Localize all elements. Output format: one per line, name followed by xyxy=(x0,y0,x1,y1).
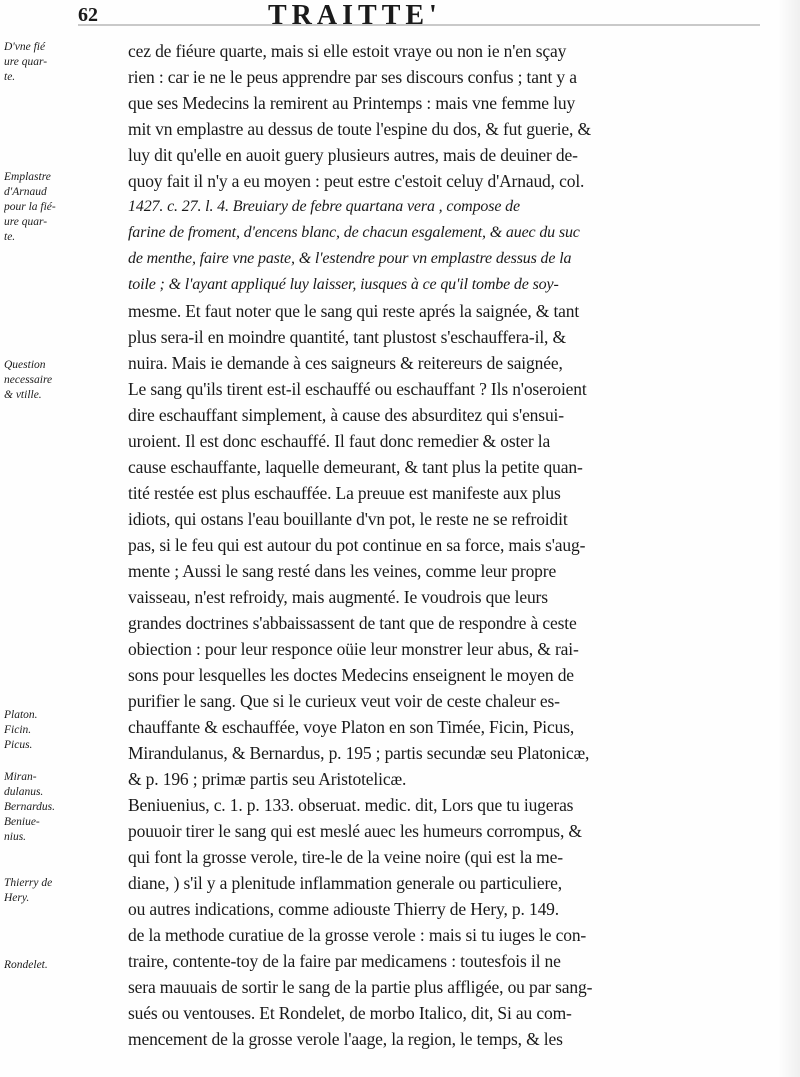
text-line: rien : car ie ne le peus apprendre par ses discours confus ; tant y a xyxy=(128,67,577,87)
margin-note-fievre-quarte xyxy=(4,40,90,85)
margin-note-line: Picus. xyxy=(4,739,33,751)
header-rule xyxy=(78,24,760,26)
margin-note-line: ure quar- xyxy=(4,56,48,68)
margin-note-line: Emplastre xyxy=(4,171,51,183)
margin-note-emplastre xyxy=(4,170,90,245)
margin-note-line: necessaire xyxy=(4,374,53,386)
margin-note-line: & vtille. xyxy=(4,389,42,401)
text-line: 1427. c. 27. l. 4. Breuiary de febre quartana vera , compose de xyxy=(128,198,520,215)
margin-note-line: Hery. xyxy=(4,892,30,904)
text-line: ou autres indications, comme adiouste Thierry de Hery, p. 149. xyxy=(128,899,560,919)
text-line: & p. 196 ; primæ partis seu Aristotelicæ. xyxy=(128,769,407,789)
text-line: plus sera-il en moindre quantité, tant plustost s'eschauffera-il, & xyxy=(128,327,566,347)
margin-note-line: Question xyxy=(4,359,46,371)
text-line: luy dit qu'elle en auoit guery plusieurs autres, mais de deuiner de- xyxy=(128,145,578,165)
text-line: Beniuenius, c. 1. p. 133. obseruat. medic. dit, Lors que tu iugeras xyxy=(128,795,574,815)
margin-note-line: Thierry de xyxy=(4,877,53,889)
margin-note-line: dulanus. xyxy=(4,786,44,798)
text-line: grandes doctrines s'abbaissassent de tant que de respondre à ceste xyxy=(128,613,577,633)
page-number: 62 xyxy=(78,4,98,26)
text-line: purifier le sang. Que si le curieux veut voir de ceste chaleur es- xyxy=(128,691,560,711)
text-line: mesme. Et faut noter que le sang qui reste aprés la saignée, & tant xyxy=(128,301,580,321)
margin-note-line: Miran- xyxy=(4,771,37,783)
text-line: farine de froment, d'encens blanc, de chacun esgalement, & auec du suc xyxy=(128,224,580,241)
text-line: dire eschauffant simplement, à cause des absurditez qui s'ensui- xyxy=(128,405,564,425)
text-line: que ses Medecins la remirent au Printemps : mais vne femme luy xyxy=(128,93,576,113)
margin-note-line: Ficin. xyxy=(4,724,32,736)
text-line: vaisseau, n'est refroidy, mais augmenté. Ie voudrois que leurs xyxy=(128,587,548,607)
text-line: cez de fiéure quarte, mais si elle estoit vraye ou non ie n'en sçay xyxy=(128,41,567,61)
text-line: diane, ) s'il y a plenitude inflammation generale ou particuliere, xyxy=(128,873,562,893)
margin-note-line: Beniue- xyxy=(4,816,40,828)
margin-note-mirandulanus xyxy=(4,770,90,845)
text-line: toile ; & l'ayant appliqué luy laisser, iusques à ce qu'il tombe de soy- xyxy=(128,276,559,293)
text-line: nuira. Mais ie demande à ces saigneurs & reitereurs de saignée, xyxy=(128,353,563,373)
text-line: mente ; Aussi le sang resté dans les veines, comme leur propre xyxy=(128,561,557,581)
margin-note-line: Rondelet. xyxy=(4,959,48,971)
text-line: cause eschauffante, laquelle demeurant, & tant plus la petite quan- xyxy=(128,457,583,477)
margin-note-rondelet xyxy=(4,958,90,973)
text-line: tité restée est plus eschauffée. La preuue est manifeste aux plus xyxy=(128,483,561,503)
margin-note-thierry xyxy=(4,876,90,906)
text-line: de menthe, faire vne paste, & l'estendre pour vn emplastre dessus de la xyxy=(128,250,572,267)
margin-note-question xyxy=(4,358,90,403)
text-line: mencement de la grosse verole l'aage, la region, le temps, & les xyxy=(128,1029,563,1049)
text-line: sons pour lesquelles les doctes Medecins enseignent le moyen de xyxy=(128,665,574,685)
page-edge-shadow xyxy=(778,0,800,1077)
text-line: chauffante & eschauffée, voye Platon en son Timée, Ficin, Picus, xyxy=(128,717,575,737)
text-line: quoy fait il n'y a eu moyen : peut estre c'estoit celuy d'Arnaud, col. xyxy=(128,171,585,191)
margin-note-line: Platon. xyxy=(4,709,38,721)
body-text xyxy=(128,38,778,1052)
text-line: Mirandulanus, & Bernardus, p. 195 ; partis secundæ seu Platonicæ, xyxy=(128,743,590,763)
margin-note-authors xyxy=(4,708,90,753)
running-title: TRAITTE' xyxy=(268,0,442,31)
text-line: Le sang qu'ils tirent est-il eschauffé ou eschauffant ? Ils n'oseroient xyxy=(128,379,587,399)
text-line: traire, contente-toy de la faire par medicamens : toutesfois il ne xyxy=(128,951,561,971)
text-line: obiection : pour leur responce oüie leur monstrer leur abus, & rai- xyxy=(128,639,579,659)
margin-note-line: pour la fié- xyxy=(4,201,56,213)
margin-note-line: Bernardus. xyxy=(4,801,56,813)
text-line: de la methode curatiue de la grosse verole : mais si tu iuges le con- xyxy=(128,925,587,945)
margin-note-line: D'vne fié xyxy=(4,41,46,53)
text-line: idiots, qui ostans l'eau bouillante d'vn pot, le reste ne se refroidit xyxy=(128,509,568,529)
margin-note-line: te. xyxy=(4,231,16,243)
margin-note-line: d'Arnaud xyxy=(4,186,47,198)
text-line: sués ou ventouses. Et Rondelet, de morbo Italico, dit, Si au com- xyxy=(128,1003,572,1023)
margin-note-line: ure quar- xyxy=(4,216,48,228)
margin-note-line: te. xyxy=(4,71,16,83)
text-line: qui font la grosse verole, tire-le de la veine noire (qui est la me- xyxy=(128,847,563,867)
text-line: mit vn emplastre au dessus de toute l'espine du dos, & fut guerie, & xyxy=(128,119,591,139)
text-line: sera mauuais de sortir le sang de la partie plus affligée, ou par sang- xyxy=(128,977,593,997)
margin-note-line: nius. xyxy=(4,831,27,843)
text-line: pouuoir tirer le sang qui est meslé auec les humeurs corrompus, & xyxy=(128,821,582,841)
text-line: uroient. Il est donc eschauffé. Il faut donc remedier & oster la xyxy=(128,431,551,451)
text-line: pas, si le feu qui est autour du pot continue en sa force, mais s'aug- xyxy=(128,535,586,555)
